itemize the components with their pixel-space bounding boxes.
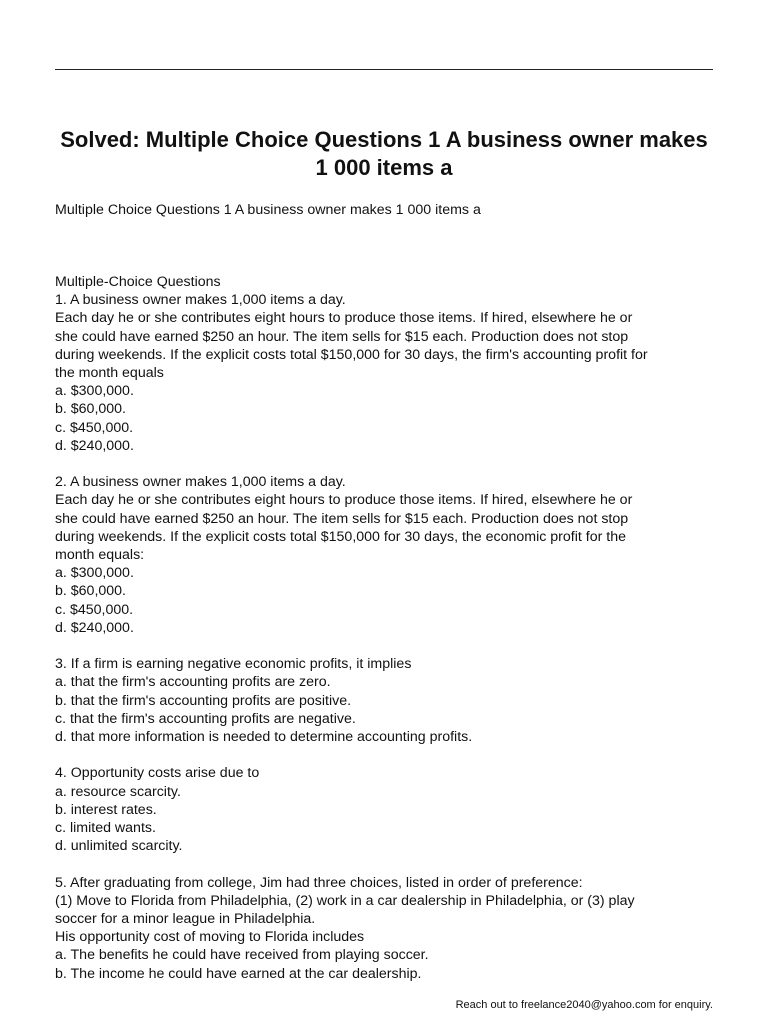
question-stem-line: the month equals (55, 365, 164, 382)
answer-option: c. $450,000. (55, 419, 134, 436)
header-divider (55, 69, 713, 70)
question-3 (55, 655, 715, 746)
answer-option: b. $60,000. (55, 583, 126, 600)
question-stem-line: 4. Opportunity costs arise due to (55, 765, 260, 782)
question-stem-line: His opportunity cost of moving to Florida includes (55, 929, 365, 946)
answer-option: b. The income he could have earned at the car dealership. (55, 965, 422, 982)
question-stem-line: 5. After graduating from college, Jim had three choices, listed in order of preference: (55, 874, 583, 891)
question-stem-line: 2. A business owner makes 1,000 items a day. (55, 474, 346, 491)
question-stem-line: month equals: (55, 547, 145, 564)
answer-option: b. that the firm's accounting profits are positive. (55, 692, 352, 709)
section-heading: Multiple-Choice Questions (55, 274, 221, 290)
question-stem-line: Each day he or she contributes eight hours to produce those items. If hired, elsewhere he or (55, 310, 633, 327)
question-stem-line: during weekends. If the explicit costs total $150,000 for 30 days, the firm's accounting profit for (55, 346, 648, 363)
answer-option: b. interest rates. (55, 801, 157, 818)
answer-option: d. $240,000. (55, 437, 134, 454)
question-stem-line: Each day he or she contributes eight hours to produce those items. If hired, elsewhere he or (55, 492, 633, 509)
answer-option: d. $240,000. (55, 619, 134, 636)
spacer (55, 637, 715, 655)
footer-contact-note: Reach out to freelance2040@yahoo.com for enquiry. (455, 999, 713, 1011)
spacer (55, 855, 715, 873)
answer-option: d. unlimited scarcity. (55, 838, 183, 855)
spacer (55, 746, 715, 764)
answer-option: c. that the firm's accounting profits are negative. (55, 710, 356, 727)
question-stem-line: she could have earned $250 an hour. The item sells for $15 each. Production does not stop (55, 328, 629, 345)
answer-option: d. that more information is needed to determine accounting profits. (55, 729, 473, 746)
question-stem-line: soccer for a minor league in Philadelphia. (55, 911, 316, 928)
answer-option: a. resource scarcity. (55, 783, 181, 800)
answer-option: b. $60,000. (55, 401, 126, 418)
page-subtitle: Multiple Choice Questions 1 A business owner makes 1 000 items a (55, 202, 481, 218)
question-stem-line: 1. A business owner makes 1,000 items a day. (55, 292, 346, 309)
question-5 (55, 874, 715, 983)
answer-option: a. that the firm's accounting profits are zero. (55, 674, 331, 691)
answer-option: c. $450,000. (55, 601, 134, 618)
answer-option: c. limited wants. (55, 820, 156, 837)
answer-option: a. $300,000. (55, 383, 134, 400)
question-stem-line: 3. If a firm is earning negative economic profits, it implies (55, 656, 412, 673)
answer-option: a. The benefits he could have received from playing soccer. (55, 947, 429, 964)
question-2 (55, 473, 715, 637)
question-1 (55, 291, 715, 455)
question-4 (55, 764, 715, 855)
question-stem-line: (1) Move to Florida from Philadelphia, (2) work in a car dealership in Philadelphia, or (3) play (55, 892, 635, 909)
answer-option: a. $300,000. (55, 565, 134, 582)
page-title: Solved: Multiple Choice Questions 1 A business owner makes 1 000 items a (60, 127, 708, 180)
spacer (55, 455, 715, 473)
document-body (55, 273, 715, 983)
question-stem-line: during weekends. If the explicit costs total $150,000 for 30 days, the economic profit for the (55, 528, 626, 545)
question-stem-line: she could have earned $250 an hour. The item sells for $15 each. Production does not stop (55, 510, 629, 527)
